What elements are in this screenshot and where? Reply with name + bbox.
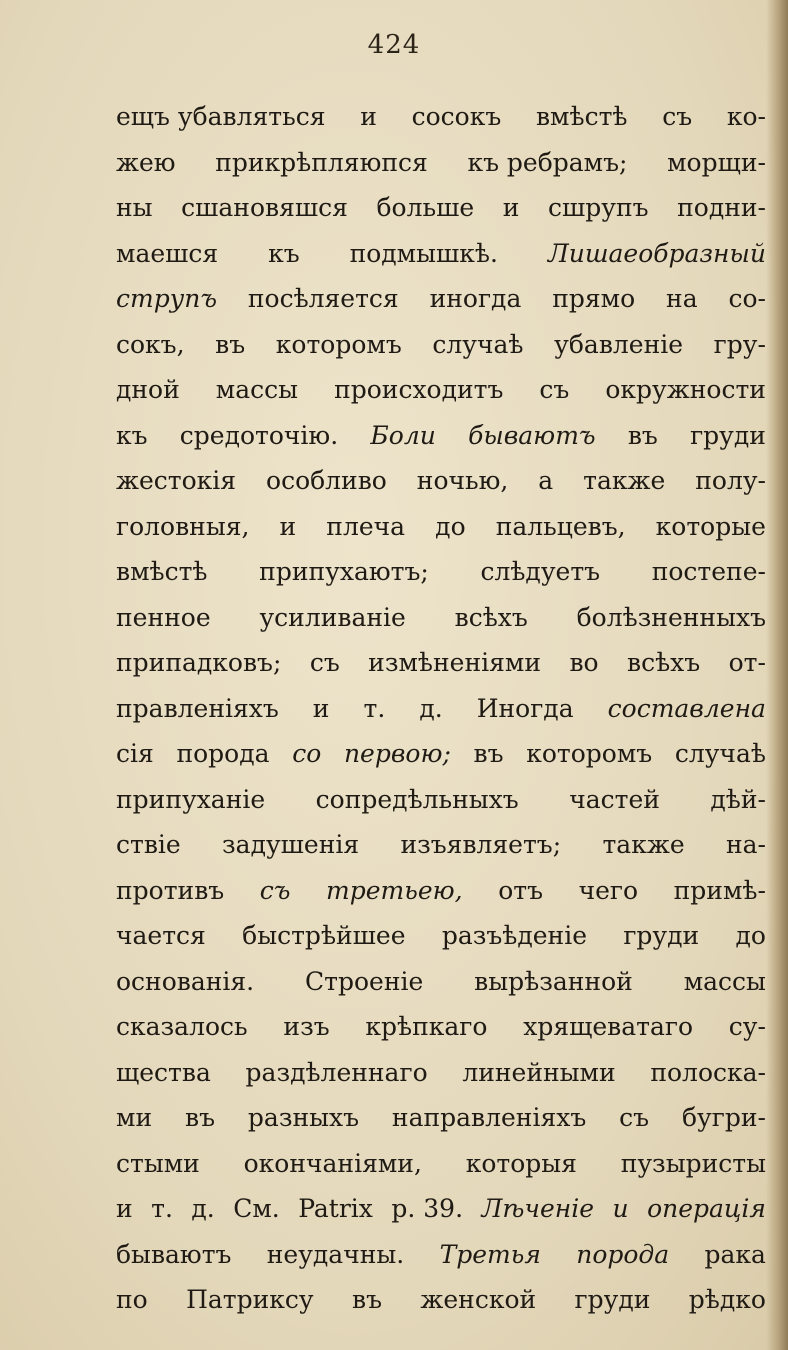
word: Иногда <box>476 693 574 723</box>
word: пузыристы <box>620 1148 766 1178</box>
text-line <box>116 94 766 140</box>
word: пальцевъ, <box>495 511 626 541</box>
word: происходитъ <box>334 375 504 404</box>
text-line <box>116 276 766 322</box>
word: головныя, <box>116 511 250 541</box>
word: прикрѣпляюпся <box>215 147 428 177</box>
word: частей <box>569 784 660 814</box>
word: въ <box>215 329 246 359</box>
page-edge-shadow <box>766 0 788 1350</box>
word: сія <box>116 739 154 768</box>
word: и <box>502 193 520 222</box>
word: ко- <box>726 102 766 131</box>
text-line <box>116 140 766 186</box>
text-line <box>116 413 766 459</box>
word: вырѣзанной <box>474 966 633 996</box>
page-number: 424 <box>367 30 421 60</box>
text-line <box>116 959 766 1005</box>
word: и <box>116 1194 133 1223</box>
word: струпъ <box>116 284 217 313</box>
word: раздѣленнаго <box>245 1057 428 1087</box>
word: составлена <box>607 693 766 723</box>
word: от- <box>728 648 766 677</box>
word: направленіяхъ <box>391 1103 587 1132</box>
word: до <box>735 921 766 950</box>
word: со <box>292 739 322 768</box>
text-line <box>116 595 766 641</box>
word: ствіе <box>116 830 181 859</box>
word: жею <box>116 147 176 177</box>
word: дной <box>116 375 180 404</box>
word: и <box>612 1194 629 1223</box>
text-line <box>116 231 766 277</box>
word: на- <box>725 830 766 859</box>
word: случаѣ <box>432 329 524 359</box>
text-line <box>116 1050 766 1096</box>
text-line <box>116 1095 766 1141</box>
word: гру- <box>713 329 766 359</box>
word: пенное <box>116 602 211 632</box>
word: припадковъ; <box>116 648 282 677</box>
word: сшановяшся <box>181 193 348 222</box>
word: на <box>666 284 698 313</box>
word: посѣляется <box>247 284 399 313</box>
word: щества <box>116 1057 211 1087</box>
word: также <box>602 830 685 859</box>
word: съ <box>539 375 570 404</box>
word: подмышкѣ. <box>349 238 498 268</box>
word: которые <box>655 511 766 541</box>
text-line <box>116 686 766 732</box>
text-line <box>116 1004 766 1050</box>
word: рака <box>704 1239 766 1269</box>
word: со- <box>728 284 766 313</box>
word: по <box>116 1285 148 1314</box>
word: Строеніе <box>305 966 424 996</box>
text-line <box>116 868 766 914</box>
word: рѣдко <box>688 1285 766 1314</box>
word: въ <box>627 420 658 450</box>
word: линейными <box>462 1057 616 1087</box>
word: крѣпкаго <box>365 1012 488 1041</box>
word: иногда <box>429 284 522 313</box>
word: сосокъ <box>411 102 502 131</box>
text-line <box>116 549 766 595</box>
word: въ <box>473 739 504 768</box>
word: неудачны. <box>266 1239 405 1269</box>
word: изъявляетъ; <box>400 830 562 859</box>
word: правленіяхъ <box>116 693 279 723</box>
word: полоска- <box>650 1057 766 1087</box>
word: третьею, <box>326 875 463 905</box>
text-line <box>116 1141 766 1187</box>
word: убавленіе <box>554 329 684 359</box>
word: операція <box>647 1194 766 1223</box>
word: ми <box>116 1103 153 1132</box>
word: окружности <box>605 375 766 404</box>
word: во <box>569 648 599 677</box>
word: болѣзненныхъ <box>576 602 766 632</box>
word: жестокія <box>116 466 237 495</box>
word: т. <box>363 693 386 723</box>
word: ны <box>116 193 153 222</box>
word: бываютъ <box>468 420 596 450</box>
word: массы <box>215 375 299 404</box>
word: и <box>312 693 330 723</box>
word: сопредѣльныхъ <box>315 784 519 814</box>
word: больше <box>376 193 475 222</box>
word: су- <box>728 1012 766 1041</box>
word: плеча <box>326 511 406 541</box>
word: противъ <box>116 875 225 905</box>
word: д. <box>191 1194 215 1223</box>
text-line <box>116 322 766 368</box>
word: случаѣ <box>674 739 766 768</box>
word: разъѣденіе <box>441 921 587 950</box>
word: Патриксу <box>186 1285 314 1314</box>
word: Лишаеобразный <box>547 238 766 268</box>
word: къ <box>116 420 148 450</box>
word: которомъ <box>526 739 653 768</box>
text-line <box>116 367 766 413</box>
word: порода <box>176 739 270 768</box>
text-line <box>116 458 766 504</box>
word: съ <box>309 648 340 677</box>
word: всѣхъ <box>627 648 701 677</box>
word: слѣдуетъ <box>480 557 601 586</box>
word: бугри- <box>681 1103 766 1132</box>
word: подни- <box>677 193 766 222</box>
word: полу- <box>695 466 766 495</box>
text-line <box>116 913 766 959</box>
word: груди <box>574 1285 651 1314</box>
word: Patrix <box>298 1194 373 1223</box>
word: груди <box>623 921 700 950</box>
word: основанія. <box>116 966 255 996</box>
text-line <box>116 731 766 777</box>
body-text <box>116 94 766 1323</box>
word: также <box>583 466 666 495</box>
word: ещъ убавляться <box>116 102 326 131</box>
word: вмѣстѣ <box>116 557 208 586</box>
word: д. <box>419 693 443 723</box>
word: съ <box>259 875 291 905</box>
word: съ <box>619 1103 650 1132</box>
word: ночью, <box>416 466 509 495</box>
word: усиливаніе <box>259 602 406 632</box>
word: и <box>279 511 297 541</box>
word: изъ <box>283 1012 330 1041</box>
word: сказалось <box>116 1012 248 1041</box>
word: стыми <box>116 1148 200 1178</box>
word: порода <box>576 1239 670 1269</box>
word: груди <box>690 420 766 450</box>
word: отъ <box>498 875 543 905</box>
word: вмѣстѣ <box>535 102 628 131</box>
word: измѣненіями <box>368 648 541 677</box>
text-line <box>116 1186 766 1232</box>
word: дѣй- <box>710 784 766 814</box>
word: Боли <box>370 420 436 450</box>
word: припуханіе <box>116 784 266 814</box>
word: до <box>435 511 466 541</box>
word: въ <box>185 1103 215 1132</box>
text-line <box>116 185 766 231</box>
word: припухаютъ; <box>259 557 429 586</box>
word: и <box>360 102 377 131</box>
word: Лѣченіе <box>481 1194 595 1223</box>
word: разныхъ <box>247 1103 360 1132</box>
word: чается <box>116 921 206 950</box>
word: быстрѣйшее <box>242 921 406 950</box>
word: которыя <box>465 1148 577 1178</box>
word: средоточію. <box>179 420 339 450</box>
text-line <box>116 1232 766 1278</box>
word: морщи- <box>667 147 766 177</box>
text-line <box>116 777 766 823</box>
word: которомъ <box>275 329 402 359</box>
word: маешся <box>116 238 219 268</box>
word: къ ребрамъ; <box>467 147 628 177</box>
word: съ <box>662 102 693 131</box>
word: сокъ, <box>116 329 185 359</box>
word: сшрупъ <box>547 193 649 222</box>
word: p. 39. <box>391 1194 464 1223</box>
text-line <box>116 504 766 550</box>
word: примѣ- <box>673 875 766 905</box>
word: женской <box>420 1285 537 1314</box>
word: т. <box>151 1194 173 1223</box>
word: особливо <box>266 466 387 495</box>
word: къ <box>268 238 300 268</box>
word: Третья <box>439 1239 541 1269</box>
word: чего <box>578 875 639 905</box>
text-line <box>116 1277 766 1323</box>
text-line <box>116 640 766 686</box>
word: прямо <box>552 284 636 313</box>
word: бываютъ <box>116 1239 232 1269</box>
text-line <box>116 822 766 868</box>
word: массы <box>683 966 766 996</box>
word: всѣхъ <box>454 602 528 632</box>
word: постепе- <box>651 557 766 586</box>
word: первою; <box>343 739 451 768</box>
word: въ <box>352 1285 382 1314</box>
word: хрящеватаго <box>523 1012 694 1041</box>
word: окончаніями, <box>243 1148 422 1178</box>
word: а <box>538 466 554 495</box>
word: См. <box>233 1194 280 1223</box>
word: задушенія <box>222 830 360 859</box>
